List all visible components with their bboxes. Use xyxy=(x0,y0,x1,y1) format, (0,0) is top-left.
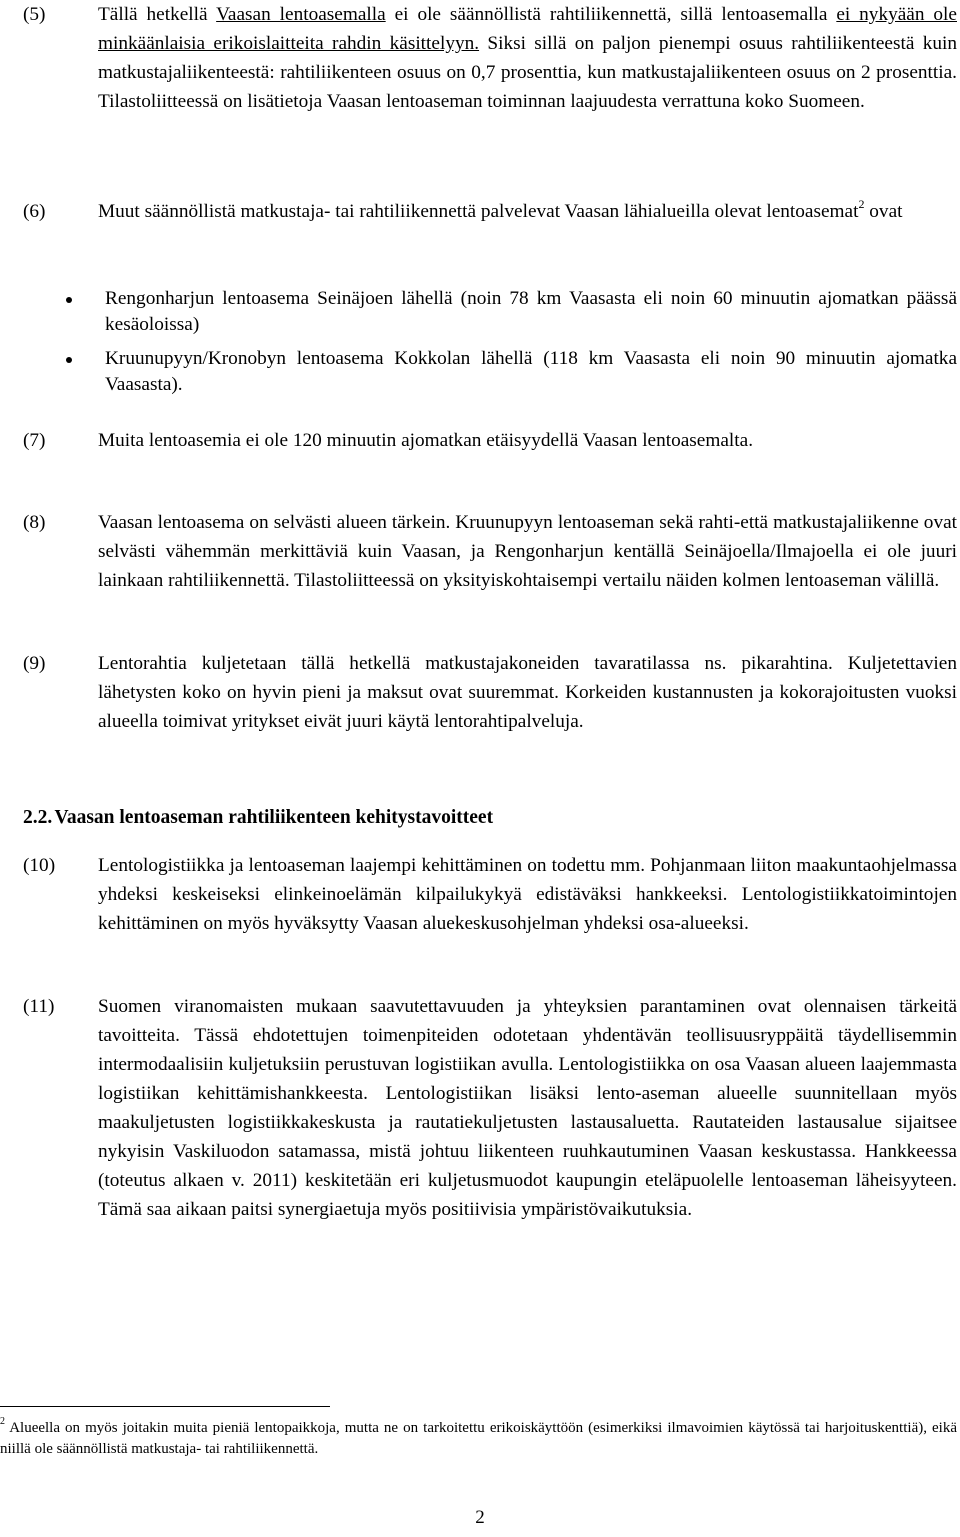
paragraph-10 xyxy=(23,851,957,938)
paragraph-11 xyxy=(23,992,957,1224)
paragraph-text: Muita lentoasemia ei ole 120 minuutin ajomatkan etäisyydellä Vaasan lentoasemalta. xyxy=(98,430,754,451)
paragraph-number: (9) xyxy=(23,653,46,674)
footnote-reference: 2 xyxy=(858,196,865,211)
footnote-separator xyxy=(0,1406,330,1407)
list-item-text: Rengonharjun lentoasema Seinäjoen lähellä (noin 78 km Vaasasta eli noin 60 minuutin ajomatkan päässä kesäoloissa) xyxy=(105,288,957,335)
text-run: ei ole säännöllistä rahtiliikennettä, sillä lentoasemalla xyxy=(385,4,837,25)
list-item-text: Kruunupyyn/Kronobyn lentoasema Kokkolan lähellä (118 km Vaasasta eli noin 90 minuutin ajomatka Vaasasta). xyxy=(105,348,957,395)
section-heading xyxy=(23,804,493,832)
paragraph-number: (11) xyxy=(23,996,55,1017)
text-run: Siksi sillä on paljon pienempi osuus rahtiliikenteestä kuin matkustajaliikenteestä: rahtiliikenteen osuus on 0,7 prosenttia, kun matkustajaliikenteen osuus on 2 prosenttia. Tilastoliitteessä on lisätietoja Vaasan lentoaseman toiminnan laajuudesta verrattuna koko Suomeen. xyxy=(98,33,957,112)
paragraph-number: (7) xyxy=(23,430,46,451)
paragraph-text: Lentologistiikka ja lentoaseman laajempi kehittäminen on todettu mm. Pohjanmaan liiton maakuntaohjelmassa yhdeksi keskeiseksi elinkeinoelämän kilpailukykyä edistäväksi hankkeeksi. Lentologistiikkatoimintojen kehittäminen on myös hyväksytty Vaasan aluekeskusohjelman yhdeksi osa-alueeksi. xyxy=(98,855,957,934)
section-title: Vaasan lentoaseman rahtiliikenteen kehitystavoitteet xyxy=(54,807,494,828)
footnote-text: Alueella on myös joitakin muita pieniä lentopaikkoja, mutta ne on tarkoitettu erikoiskäyttöön (esimerkiksi ilmavoimien käytössä tai harjoituskenttiä), eikä niillä ole säännöllistä matkustaja- tai rahtiliikennettä. xyxy=(0,1420,957,1457)
paragraph-number: (5) xyxy=(23,4,46,25)
paragraph-number: (8) xyxy=(23,512,46,533)
page-number: 2 xyxy=(475,1507,485,1528)
bullet-icon xyxy=(66,357,72,363)
paragraph-text: Vaasan lentoasema on selvästi alueen tärkein. Kruunupyyn lentoaseman sekä rahti-että matkustajaliikenne ovat selvästi vähemmän merkittäviä kuin Vaasan, ja Rengonharjun kentällä Seinäjoella/Ilmajoella ei ole juuri lainkaan rahtiliikennettä. Tilastoliitteessä on yksityiskohtaisempi vertailu näiden kolmen lentoaseman välillä. xyxy=(98,512,957,591)
paragraph-text: Lentorahtia kuljetetaan tällä hetkellä matkustajakoneiden tavaratilassa ns. pikarahtina. Kuljetettavien lähetysten koko on hyvin pieni ja maksut ovat suuremmat. Korkeiden kustannusten ja kokorajoitusten vuoksi alueella toimivat yritykset eivät juuri käytä lentorahtipalveluja. xyxy=(98,653,957,732)
bullet-list xyxy=(23,286,957,406)
text-run: Muut säännöllistä matkustaja- tai rahtiliikennettä palvelevat Vaasan lähialueilla olevat lentoasemat xyxy=(98,201,859,222)
paragraph-5 xyxy=(23,0,957,116)
list-item xyxy=(23,346,957,398)
paragraph-number: (6) xyxy=(23,201,46,222)
list-item xyxy=(23,286,957,338)
paragraph-8 xyxy=(23,508,957,595)
paragraph-6 xyxy=(23,197,957,226)
bullet-icon xyxy=(66,297,72,303)
underlined-text: Vaasan lentoasemalla xyxy=(216,4,386,25)
footnote-marker: 2 xyxy=(0,1416,5,1427)
paragraph-text xyxy=(98,0,957,116)
paragraph-text xyxy=(98,197,957,226)
paragraph-9 xyxy=(23,649,957,736)
footnote xyxy=(0,1418,957,1460)
paragraph-7 xyxy=(23,426,957,455)
text-run: Tällä hetkellä xyxy=(98,4,217,25)
underlined-text: ei nykyään ole minkäänlaisia erikoislaitteita rahdin käsittelyyn. xyxy=(98,4,957,54)
text-run: ovat xyxy=(864,201,903,222)
section-number: 2.2. xyxy=(23,807,53,828)
paragraph-number: (10) xyxy=(23,855,56,876)
paragraph-text: Suomen viranomaisten mukaan saavutettavuuden ja yhteyksien parantaminen ovat olennaisen tärkeitä tavoitteita. Tässä ehdotettujen toimenpiteiden odotetaan yhdentävän teollisuusryppäitä täydellisemmin intermodaalisiin kuljetuksiin perustuvan logistiikan avulla. Lentologistiikka on osa Vaasan alueen laajemmasta logistiikan kehittämishankkeesta. Lentologistiikan lisäksi lento-aseman alueelle suunnitellaan myös maakuljetusten logistiikkakeskusta ja rautatiekuljetusten lastausaluetta. Rautateiden lastausalue sijaitsee nykyisin Vaskiluodon satamassa, mistä johtuu liikenteen ruuhkautuminen Vaasan keskustassa. Hankkeessa (toteutus alkaen v. 2011) keskitetään eri kuljetusmuodot kaupungin eteläpuolelle lentoaseman läheisyyteen. Tämä saa aikaan paitsi synergiaetuja myös positiivisia ympäristövaikutuksia. xyxy=(98,996,957,1220)
